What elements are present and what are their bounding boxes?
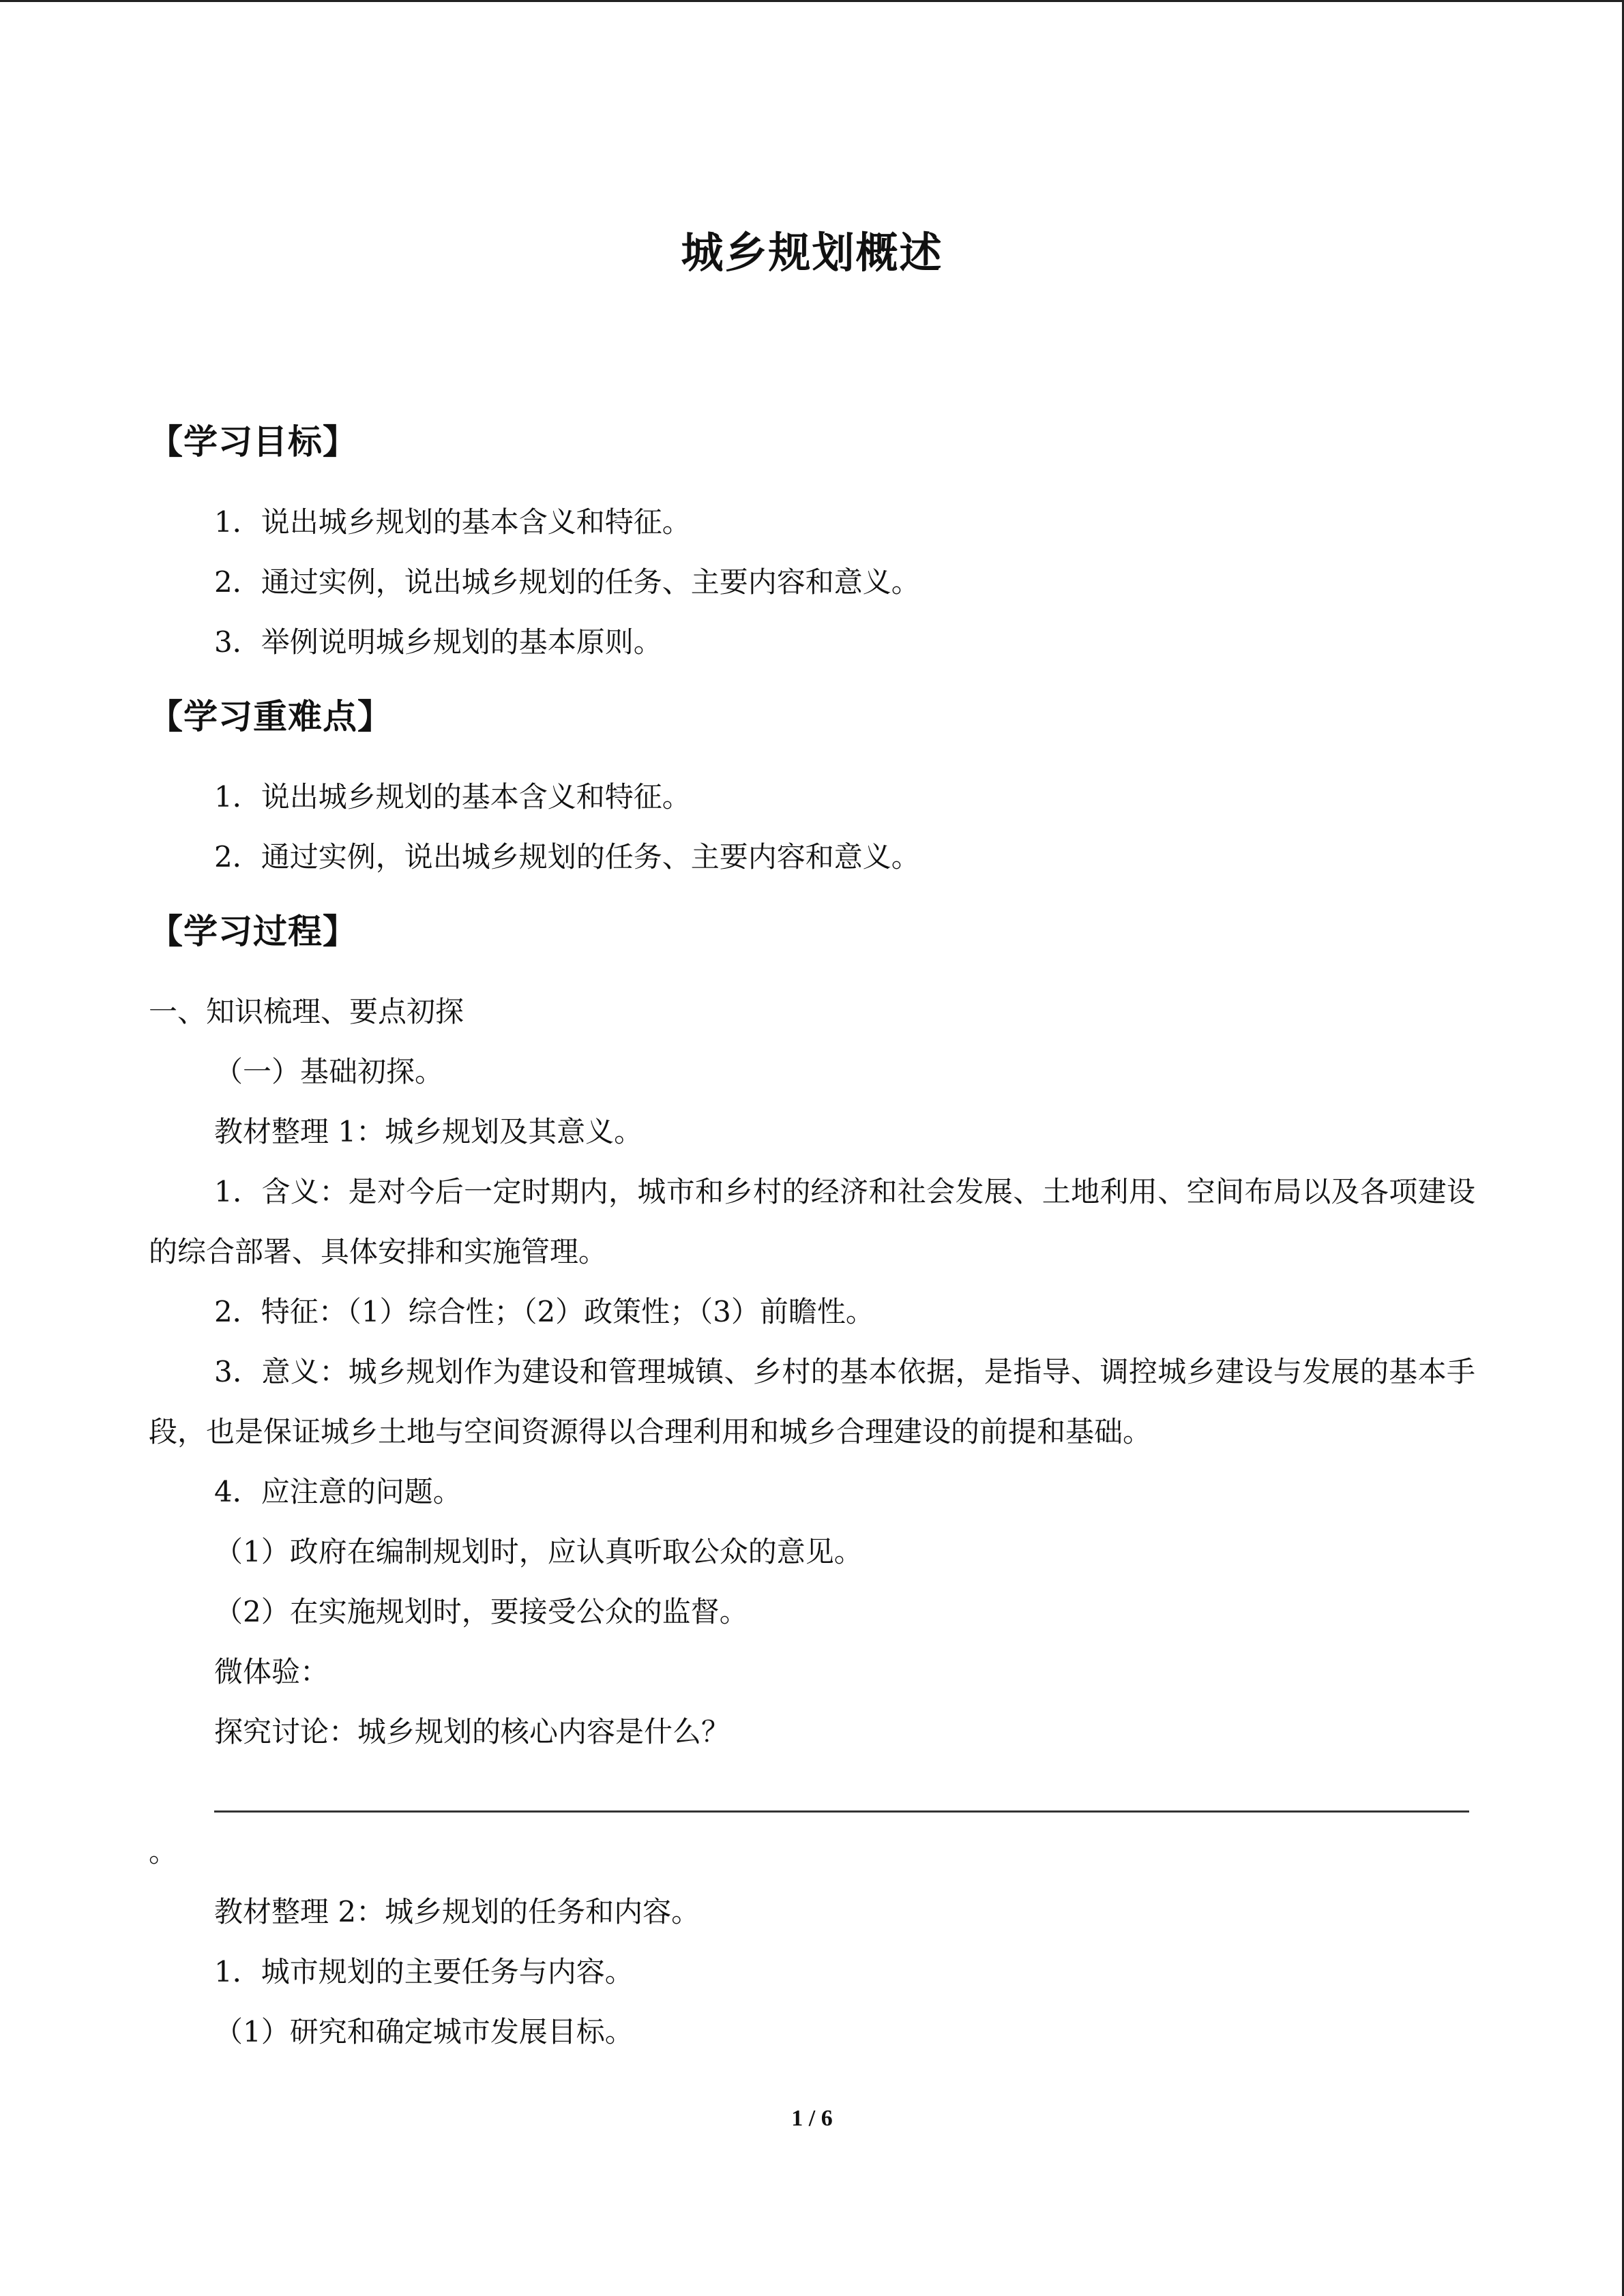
issues-heading: 4．应注意的问题。 (214, 1475, 462, 1508)
paragraph-meaning: 1．含义：是对今后一定时期内，城市和乡村的经济和社会发展、土地利用、空间布局以及各项建设的综合部署、具体安排和实施管理。 (149, 1175, 1475, 1268)
key-point-item: 1．说出城乡规划的基本含义和特征。 (214, 780, 691, 814)
section-heading-objectives: 【学习目标】 (149, 422, 357, 462)
sub-heading: （一）基础初探。 (214, 1055, 444, 1088)
page-title: 城乡规划概述 (681, 228, 943, 278)
discussion-question: 探究讨论：城乡规划的核心内容是什么？ (214, 1715, 730, 1748)
answer-period: 。 (149, 1835, 178, 1868)
section-heading-process: 【学习过程】 (149, 912, 357, 951)
material-heading: 教材整理 1：城乡规划及其意义。 (214, 1115, 643, 1148)
paragraph-significance: 3．意义：城乡规划作为建设和管理城镇、乡村的基本依据，是指导、调控城乡建设与发展的基本手段，也是保证城乡土地与空间资源得以合理利用和城乡合理建设的前提和基础。 (149, 1355, 1475, 1448)
part-heading: 一、知识梳理、要点初探 (149, 995, 464, 1028)
objective-item: 2．通过实例，说出城乡规划的任务、主要内容和意义。 (214, 565, 920, 599)
section-heading-key-points: 【学习重难点】 (149, 697, 392, 736)
objective-item: 3．举例说明城乡规划的基本原则。 (214, 625, 662, 659)
city-tasks-heading: 1．城市规划的主要任务与内容。 (214, 1955, 634, 1988)
issue-item: （2）在实施规划时，要接受公众的监督。 (214, 1595, 748, 1628)
micro-experience-label: 微体验： (214, 1655, 329, 1688)
material-heading: 教材整理 2：城乡规划的任务和内容。 (214, 1895, 700, 1928)
city-task-item: （1）研究和确定城市发展目标。 (214, 2015, 634, 2048)
objective-item: 1．说出城乡规划的基本含义和特征。 (214, 505, 691, 539)
key-point-item: 2．通过实例，说出城乡规划的任务、主要内容和意义。 (214, 840, 920, 874)
paragraph-features: 2．特征：（1）综合性；（2）政策性；（3）前瞻性。 (214, 1295, 874, 1328)
issue-item: （1）政府在编制规划时，应认真听取公众的意见。 (214, 1535, 863, 1568)
page-number: 1 / 6 (791, 2106, 833, 2131)
answer-blank[interactable] (214, 1810, 1469, 1813)
